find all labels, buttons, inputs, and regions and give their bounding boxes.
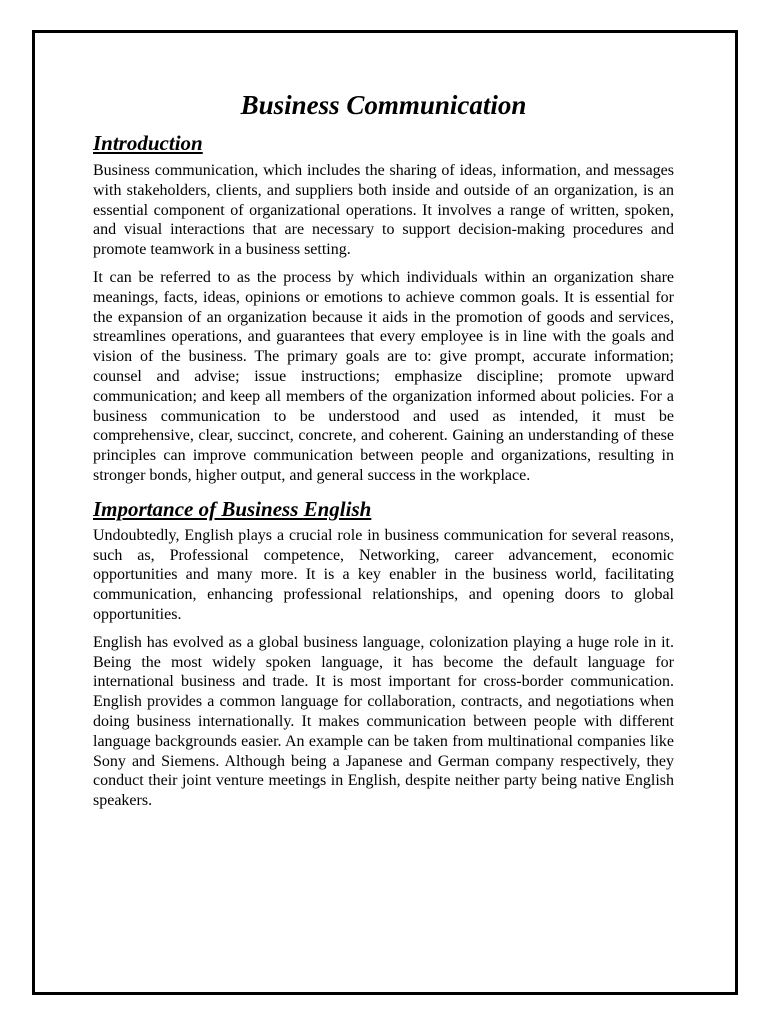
introduction-paragraph-2: It can be referred to as the process by which individuals within an organization share meanings, facts, ideas, opinions or emotions to achieve common goals. It is essential for the expansion of an organization because it aids in the promotion of goods and services, streamlines operations, and guarantees that every employee is in line with the goals and vision of the business. The primary goals are to: give prompt, accurate information; counsel and advise; issue instructions; emphasize discipline; promote upward communication; and keep all members of the organization informed about policies. For a business communication to be understood and used as intended, it must be comprehensive, clear, succinct, concrete, and coherent. Gaining an understanding of these principles can improve communication between people and organizations, resulting in stronger bonds, higher output, and general success in the workplace. [93,268,674,484]
section-heading-importance-of-business-english: Importance of Business English [93,496,372,521]
section-heading-introduction: Introduction [93,131,203,155]
importance-paragraph-2: English has evolved as a global business language, colonization playing a huge role in it. Being the most widely spoken language, it has become the default language for international business and trade. It is most important for cross-border communication. English provides a common language for collaboration, contracts, and negotiations when doing business internationally. It makes communication between people with different language backgrounds easier. An example can be taken from multinational companies like Sony and Siemens. Although being a Japanese and German company respectively, they conduct their joint venture meetings in English, despite neither party being native English speakers. [93,633,674,810]
importance-paragraph-1: Undoubtedly, English plays a crucial role in business communication for several reasons, such as, Professional competence, Networking, career advancement, economic opportunities and many more. It is a key enabler in the business world, facilitating communication, enhancing professional relationships, and opening doors to global opportunities. [93,526,674,623]
introduction-paragraph-1: Business communication, which includes the sharing of ideas, information, and messages with stakeholders, clients, and suppliers both inside and outside of an organization, is an essential component of organizational operations. It involves a range of written, spoken, and visual interactions that are necessary to support decision-making procedures and promote teamwork in a business setting. [93,162,674,259]
document-title: Business Communication [240,90,527,120]
document-body [93,88,674,819]
